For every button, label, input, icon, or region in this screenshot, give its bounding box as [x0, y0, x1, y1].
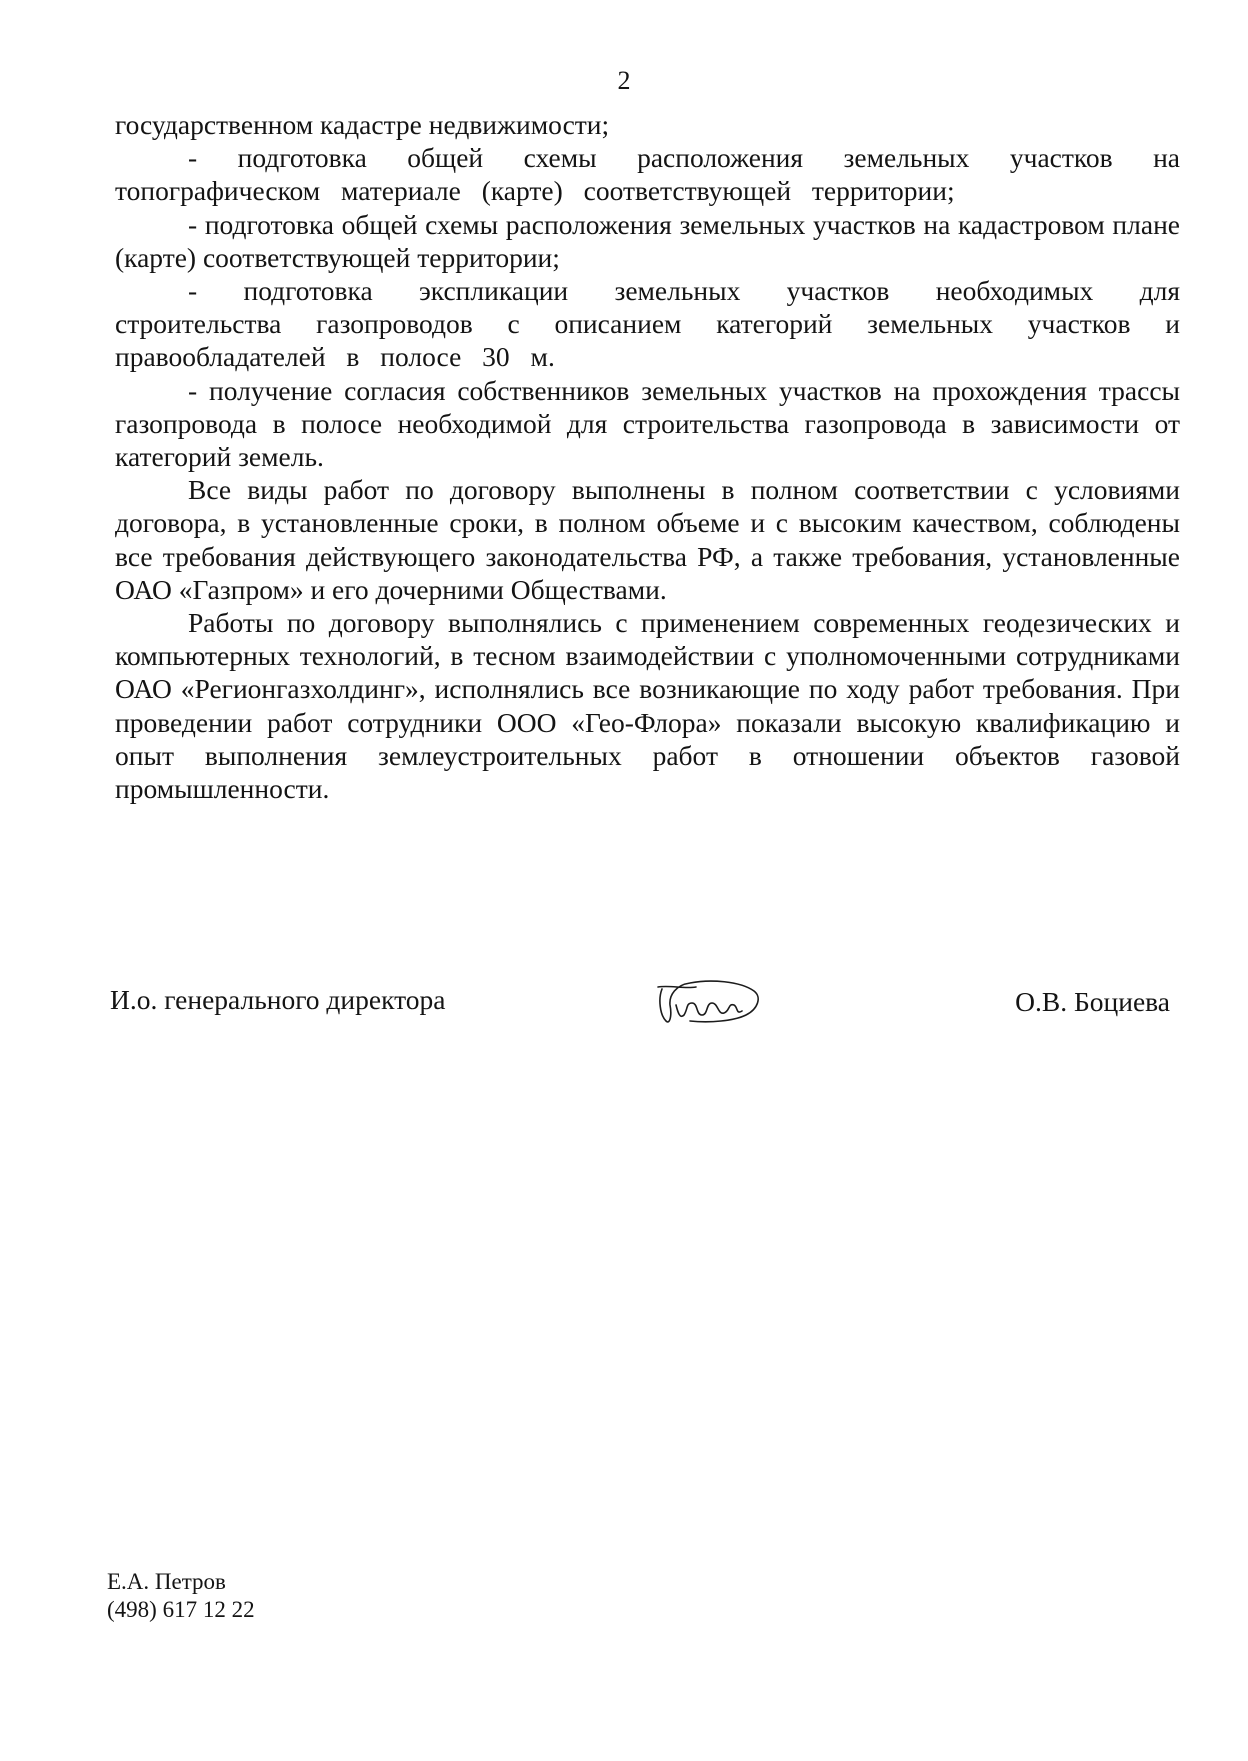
handwritten-signature: [650, 975, 770, 1031]
list-item-explication: - подготовка экспликации земельных участков необходимых для строительства газопроводов с описанием категорий земельных участков и правообладателей в полосе 30 м.: [115, 275, 1180, 373]
signature-block: [110, 983, 1170, 1043]
contact-phone: (498) 617 12 22: [107, 1597, 255, 1622]
page-number: 2: [617, 66, 631, 95]
contact-info: [107, 1568, 255, 1624]
letter-body: [115, 108, 1180, 805]
signatory-name: О.В. Боциева: [1015, 986, 1170, 1017]
paragraph-work-completed: Все виды работ по договору выполнены в полном соответствии с условиями договора, в установленные сроки, в полном объеме и с высоким качеством, соблюдены все требования действующего законодательства РФ, а также требования, установленные ОАО «Газпром» и его дочерними Обществами.: [115, 474, 1180, 605]
list-item-topographic-scheme: - подготовка общей схемы расположения земельных участков на топографическом материале (карте) соответствующей территории;: [115, 142, 1180, 207]
paragraph-continuation: государственном кадастре недвижимости;: [115, 109, 610, 140]
list-item-cadastral-scheme: - подготовка общей схемы расположения земельных участков на кадастровом плане (карте) соответствующей территории;: [115, 208, 1180, 273]
paragraph-technologies: Работы по договору выполнялись с применением современных геодезических и компьютерных технологий, в тесном взаимодействии с уполномоченными сотрудниками ОАО «Регионгазхолдинг», исполнялись все возникающие по ходу работ требования. При проведении работ сотрудники ООО «Гео-Флора» показали высокую квалификацию и опыт выполнения землеустроительных работ в отношении объектов газовой промышленности.: [115, 607, 1180, 805]
contact-name: Е.А. Петров: [107, 1569, 226, 1594]
list-item-owner-consent: - получение согласия собственников земельных участков на прохождения трассы газопровода в полосе необходимой для строительства газопровода в зависимости от категорий земель.: [115, 374, 1180, 473]
signatory-title: И.о. генерального директора: [110, 984, 446, 1015]
